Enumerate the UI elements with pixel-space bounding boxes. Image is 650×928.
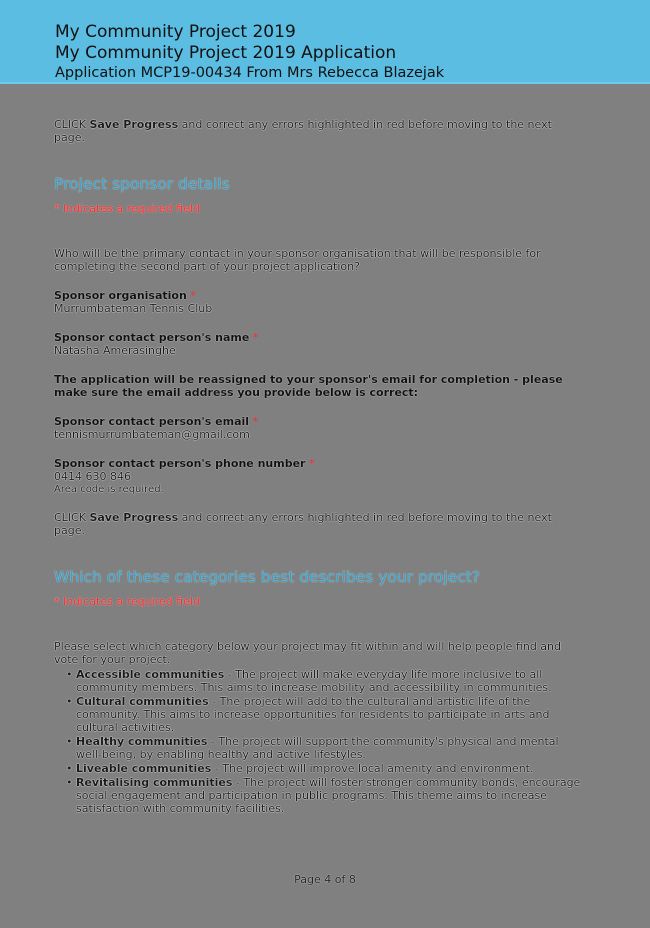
section-title-categories: Which of these categories best describes your project? bbox=[54, 568, 481, 586]
program-title: My Community Project 2019 bbox=[55, 22, 296, 42]
form-title: My Community Project 2019 Application bbox=[55, 43, 397, 63]
save-instruction: CLICK Save Progress and correct any errors highlighted in red before moving to the next page. bbox=[54, 118, 552, 144]
phone-hint: Area code is required. bbox=[54, 484, 164, 495]
category-item-accessible[interactable]: • Accessible communities - The project will make everyday life more inclusive to all community members. This aims to increase mobility and accessibility in communities. bbox=[76, 668, 584, 694]
app-header bbox=[0, 0, 650, 84]
save-progress-ref: Save Progress bbox=[89, 511, 179, 524]
sponsor-phone-value[interactable]: 0414 630 846 bbox=[54, 470, 131, 483]
required-icon: * bbox=[252, 331, 259, 344]
category-intro: Please select which category below your project may fit within and will help people find and vote for your project. bbox=[54, 640, 562, 666]
category-item-healthy[interactable]: • Healthy communities - The project will support the community's physical and mental well-being, by enabling healthy and active lifestyles. bbox=[76, 735, 584, 761]
required-icon: * bbox=[308, 457, 315, 470]
form-content bbox=[54, 118, 584, 816]
required-icon: * bbox=[190, 289, 196, 302]
page-number: Page 4 of 8 bbox=[294, 873, 356, 886]
sponsor-contact-name-value[interactable]: Natasha Amerasinghe bbox=[54, 344, 176, 357]
required-note: * Indicates a required field bbox=[54, 595, 200, 608]
field-label: Sponsor contact person's email bbox=[54, 415, 250, 428]
application-id: Application MCP19-00434 From Mrs Rebecca Blazejak bbox=[55, 65, 445, 81]
field-label: Sponsor organisation bbox=[54, 289, 187, 302]
sponsor-organisation-value[interactable]: Murrumbateman Tennis Club bbox=[54, 302, 213, 315]
category-item-revitalising[interactable]: • Revitalising communities - The project will foster stronger community bonds, encourage social engagement and participation in public programs. This theme aims to increase satisfaction with community facilities. bbox=[76, 776, 584, 815]
required-note: * Indicates a required field bbox=[54, 202, 200, 215]
sponsor-email-value[interactable]: tennismurrumbateman@gmail.com bbox=[54, 428, 250, 441]
field-sponsor-phone bbox=[54, 457, 584, 496]
required-icon: * bbox=[252, 415, 259, 428]
category-list bbox=[54, 668, 584, 815]
field-label: Sponsor contact person's phone number bbox=[54, 457, 306, 470]
field-sponsor-email bbox=[54, 415, 584, 441]
field-sponsor-contact-name bbox=[54, 331, 584, 357]
save-progress-ref: Save Progress bbox=[89, 118, 179, 131]
category-item-cultural[interactable]: • Cultural communities - The project will add to the cultural and artistic life of the community. This aims to increase opportunities for residents to participate in arts and cultural activities. bbox=[76, 695, 584, 734]
sponsor-question: Who will be the primary contact in your sponsor organisation that will be responsible for completing the second part of your project application? bbox=[54, 247, 541, 273]
field-sponsor-organisation bbox=[54, 289, 584, 315]
section-title-sponsor: Project sponsor details bbox=[54, 175, 230, 193]
reassign-note: The application will be reassigned to your sponsor's email for completion - please make sure the email address you provide below is correct: bbox=[54, 373, 563, 399]
save-instruction: CLICK Save Progress and correct any errors highlighted in red before moving to the next page. bbox=[54, 511, 552, 537]
field-label: Sponsor contact person's name bbox=[54, 331, 250, 344]
category-item-liveable[interactable]: • Liveable communities - The project will improve local amenity and environment. bbox=[76, 762, 584, 775]
